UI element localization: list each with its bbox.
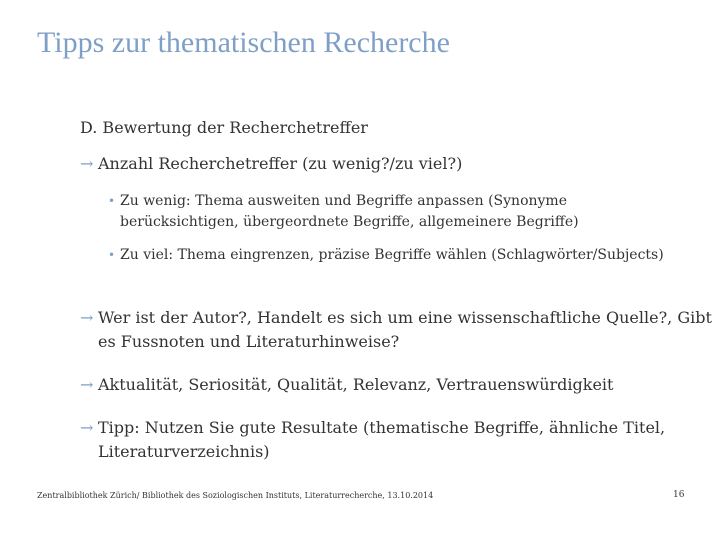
bullet-icon: • — [108, 194, 116, 208]
subpoint-item-too-few — [108, 191, 668, 233]
arrow-right-icon: → — [80, 418, 94, 437]
point-text: Wer ist der Autor?, Handelt es sich um eine wissenschaftliche Quelle?, Gibt es Fussnoten und Literaturhinweise? — [98, 308, 712, 351]
point-item-tip — [80, 416, 716, 464]
subpoint-item-too-many — [108, 245, 668, 266]
section-heading: D. Bewertung der Recherchetreffer — [80, 118, 368, 137]
bullet-icon: • — [108, 248, 116, 262]
slide-title: Tipps zur thematischen Recherche — [37, 26, 450, 59]
point-item-author — [80, 306, 716, 354]
point-text: Aktualität, Seriosität, Qualität, Relevanz, Vertrauenswürdigkeit — [98, 375, 614, 394]
subpoint-text: Zu wenig: Thema ausweiten und Begriffe anpassen (Synonyme berücksichtigen, übergeordnete Begriffe, allgemeinere Begriffe) — [120, 193, 579, 230]
point-item-recherche-count — [80, 152, 716, 176]
footer-source: Zentralbibliothek Zürich/ Bibliothek des Soziologischen Instituts, Literaturrecherche, 13.10.2014 — [37, 491, 434, 500]
point-item-quality — [80, 373, 716, 397]
page-number: 16 — [673, 490, 685, 500]
subpoint-text: Zu viel: Thema eingrenzen, präzise Begriffe wählen (Schlagwörter/Subjects) — [120, 247, 664, 263]
point-text: Anzahl Recherchetreffer (zu wenig?/zu viel?) — [98, 154, 463, 173]
arrow-right-icon: → — [80, 308, 94, 327]
arrow-right-icon: → — [80, 154, 94, 173]
point-text: Tipp: Nutzen Sie gute Resultate (thematische Begriffe, ähnliche Titel, Literaturverzeichnis) — [98, 418, 666, 461]
arrow-right-icon: → — [80, 375, 94, 394]
